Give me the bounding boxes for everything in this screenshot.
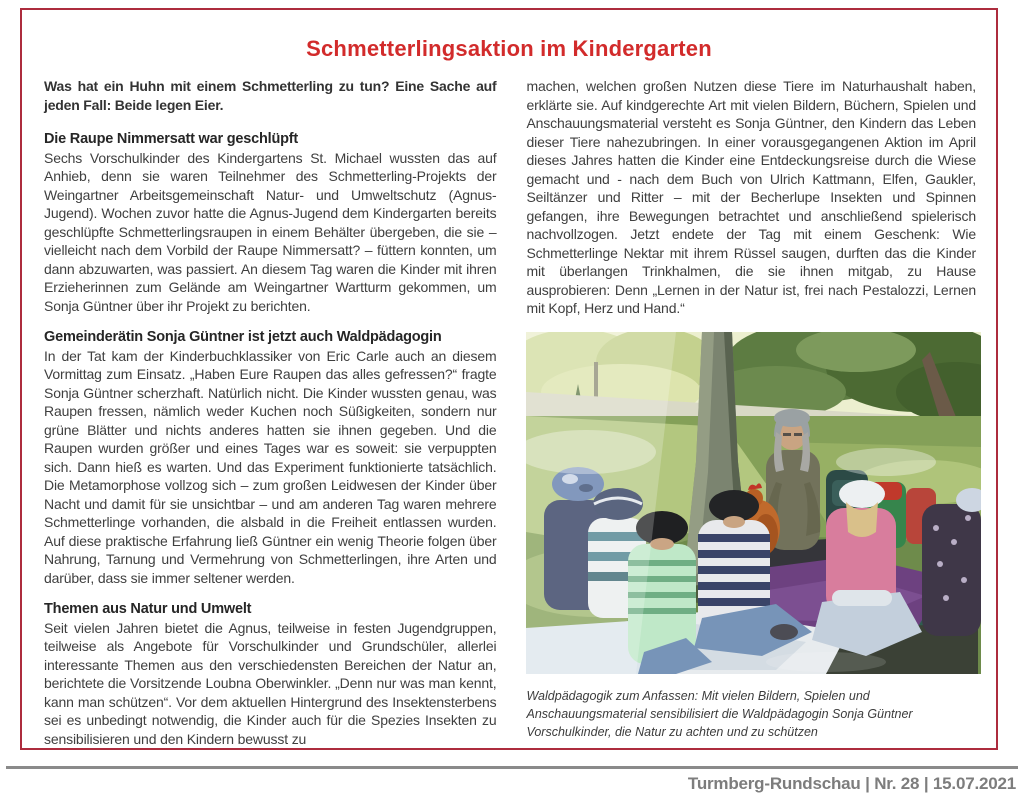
footer-divider-line [6, 766, 1018, 769]
article-columns [44, 77, 976, 748]
section-body-waldpaedagogin: In der Tat kam der Kinderbuchklassiker von Eric Carle auch an diesem Vormittag zum Einsatz. „Haben Eure Raupen das alles gefressen?“ fragte Sonja Güntner scherzhaft. Natürlich nicht. Die Kinder wussten genau, was Raupen fressen, nämlich weder Kuchen noch Süßigkeiten, sondern nur grüne Blätter und nichts anderes hatten sie ihnen gegeben. Und die Raupen wurden größer und eines Tages war es soweit: sie verpuppten sich. Dann hieß es warten. Und das Experiment funktionierte tatsächlich. Die Metamorphose vollzog sich – zum großen Leidwesen der Kinder über Nacht und damit für sie unsichtbar – und am anderen Tag waren mehrere Schmetterlinge vorhanden, die alsbald in die Freiheit entlassen wurden. Auf diese praktische Erfahrung ließ Güntner ein wenig Theorie folgen über Nahrung, Tarnung und Vermehrung von Schmetterlingen, ihre Arten und darüber, dass sie immer seltener werden. [44, 347, 497, 586]
article-continuation: machen, welchen großen Nutzen diese Tiere im Naturhaushalt haben, erklärte sie. Auf kindgerechte Art mit vielen Bildern, Büchern, Spielen und Anschauungsmaterial versteht es Sonja Güntner, den Kindern das Leben dieser Tiere nahezubringen. In einer vorausgegangenen Aktion im April dieses Jahres hatten die Kinder eine Entdeckungsreise durch die Wiese gemacht und - nach dem Buch von Ulrich Kattmann, Elfen, Gaukler, Seiltänzer und Ritter – mit der Becherlupe Insekten und Spinnen gefangen, ihre Bewegungen betrachtet und anschließend spielerisch nachvollzogen. Jetzt endete der Tag mit einem Geschenk: Wie Schmetterlinge Nektar mit ihrem Rüssel saugen, durften das die Kinder mit überlangen Trinkhalmen, die sie ihnen mitgab, zu Hause ausprobieren: Denn „Lernen in der Natur ist, frei nach Pestalozzi, Lernen mit Kopf, Herz und Hand.“ [526, 78, 976, 316]
article-lead: Was hat ein Huhn mit einem Schmetterling zu tun? Eine Sache auf jeden Fall: Beide legen Eier. [44, 78, 497, 113]
section-body-natur-umwelt: Seit vielen Jahren bietet die Agnus, teilweise in festen Jugendgruppen, teilweise als Angebote für Vorschulkinder und Grundschüler, allerlei interessante Themen aus den verschiedensten Bereichen der Natur an, berichtete die Vorsitzende Loubna Oberwinkler. „Denn nur was man kennt, kann man schützen“. Vor dem aktuellen Hintergrund des Insektensterbens sei es unbedingt notwendig, die Kinder auch für die Spezies Insekten zu sensibilisieren und den Kindern bewusst zu [44, 619, 497, 747]
article-title: Schmetterlingsaktion im Kindergarten [306, 36, 712, 61]
column-right [526, 77, 976, 748]
section-heading-natur-umwelt: Themen aus Natur und Umwelt [44, 601, 252, 617]
footer-publication-info: Turmberg-Rundschau | Nr. 28 | 15.07.2021 [687, 774, 1016, 793]
article-photo [526, 332, 981, 674]
section-body-raupe: Sechs Vorschulkinder des Kindergartens St. Michael wussten das auf Anhieb, denn sie waren Teilnehmer des Schmetterling-Projekts der Weingartner Arbeitsgemeinschaft Natur- und Umweltschutz (Agnus-Jugend). Wochen zuvor hatte die Agnus-Jugend dem Kindergarten bereits geschlüpfte Schmetterlingsraupen in einem Behälter übergeben, die sie – vielleicht nach dem Vorbild der Raupe Nimmersatt? – füttern konnten, um dann abzuwarten, was passiert. An diesem Tag waren die Kinder mit ihren Erzieherinnen zum Gelände am Weingartner Wartturm gekommen, um Sonja Güntner über ihr Projekt zu berichten. [44, 149, 497, 314]
article-border-box [20, 8, 998, 750]
photo-illustration [526, 332, 981, 674]
person-floral [922, 488, 981, 636]
section-heading-waldpaedagogin: Gemeinderätin Sonja Güntner ist jetzt auch Waldpädagogin [44, 329, 442, 345]
column-left [44, 77, 496, 748]
section-heading-raupe: Die Raupe Nimmersatt war geschlüpft [44, 131, 299, 147]
photo-caption: Waldpädagogik zum Anfassen: Mit vielen Bildern, Spielen und Anschauungsmaterial sensibilisiert die Waldpädagogin Sonja Güntner Vorschulkinder, die Natur zu achten und zu schützen [526, 689, 913, 739]
